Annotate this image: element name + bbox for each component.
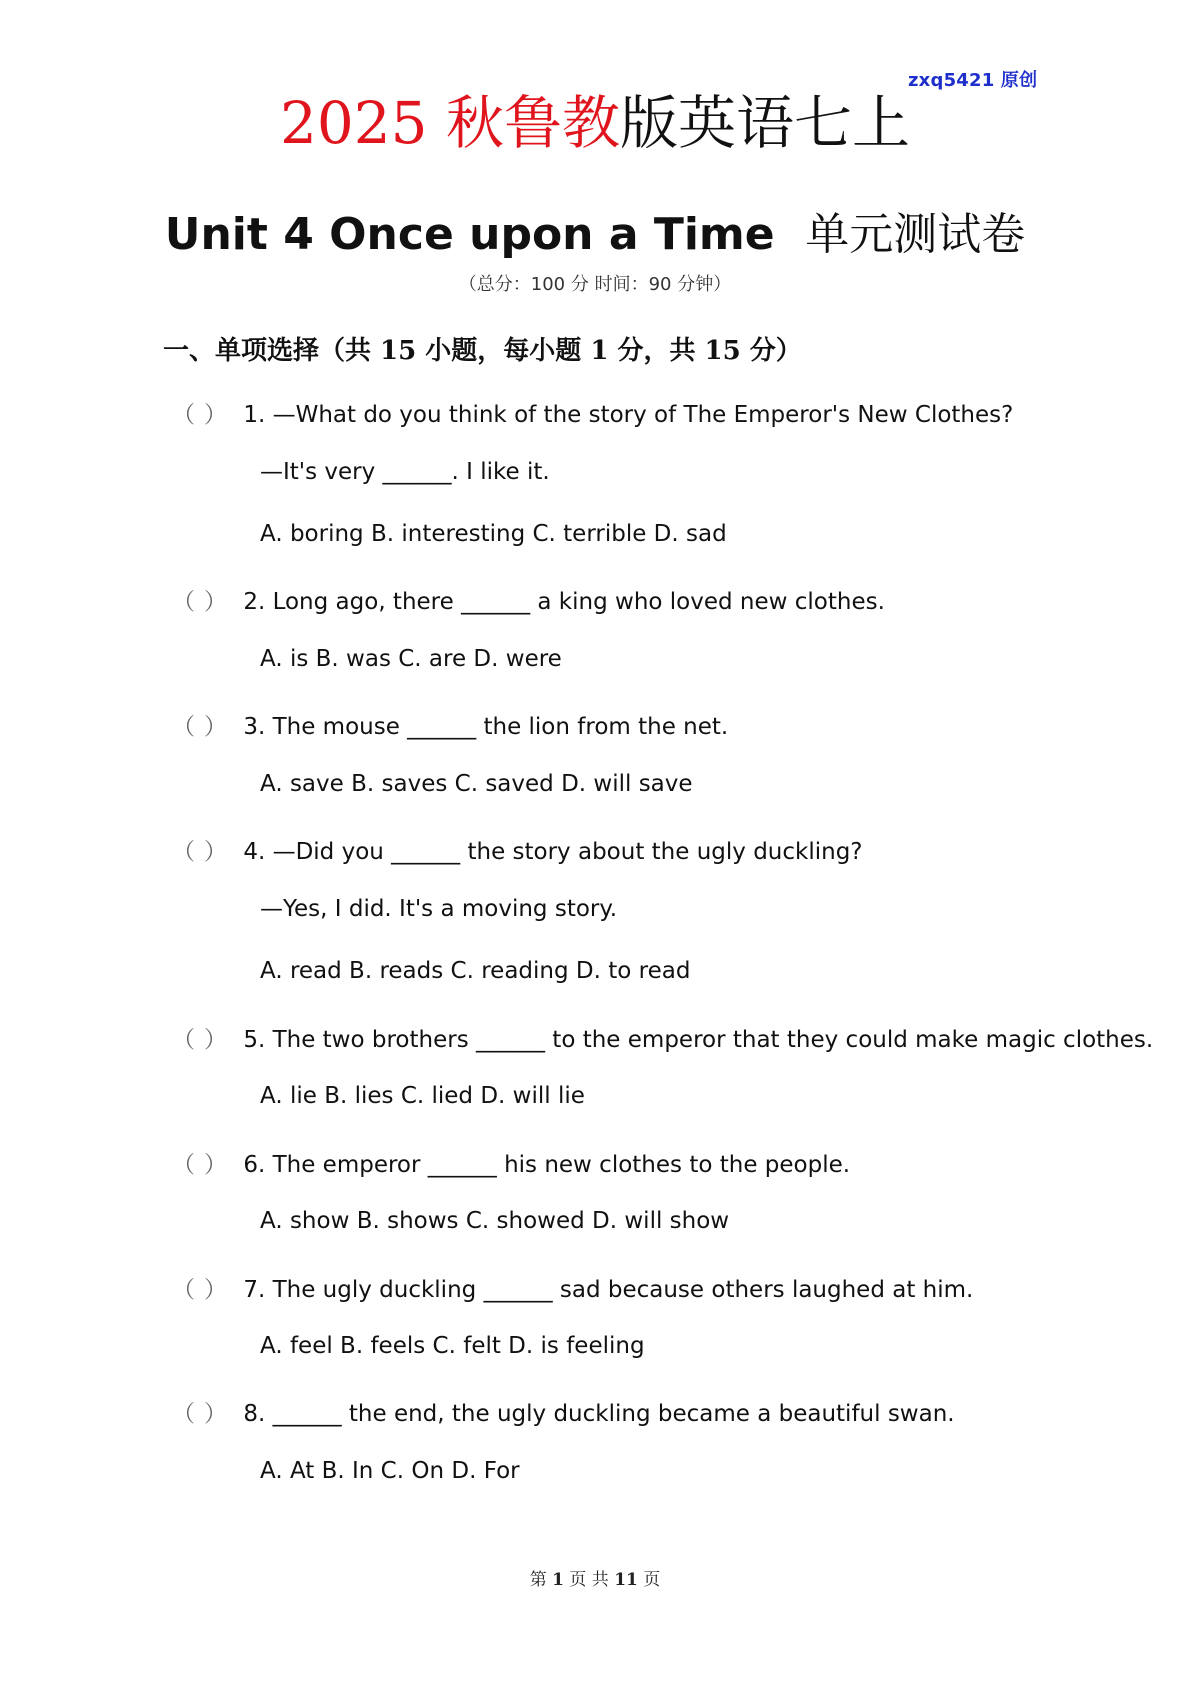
question-number: 3. — [243, 714, 266, 740]
question-stem: Long ago, there ______ a king who loved new clothes. — [272, 589, 885, 615]
question-4 — [172, 833, 863, 866]
answer-blank: （） — [172, 402, 236, 428]
question-stem: The ugly duckling ______ sad because others laughed at him. — [272, 1277, 974, 1303]
footer-total-pages: 11 — [614, 1570, 638, 1590]
answer-blank: （） — [172, 1152, 236, 1178]
footer-middle: 页 共 — [569, 1570, 609, 1590]
question-stem: The emperor ______ his new clothes to the people. — [272, 1152, 851, 1178]
question-5 — [172, 1021, 1153, 1054]
question-2 — [172, 583, 885, 616]
main-title-red: 2025 秋鲁教 — [279, 89, 621, 157]
answer-blank: （） — [172, 1401, 236, 1427]
unit-title-cn: 单元测试卷 — [805, 209, 1026, 260]
footer-suffix: 页 — [643, 1570, 661, 1590]
unit-title-en: Unit 4 Once upon a Time — [164, 209, 775, 260]
watermark-label: zxq5421 原创 — [908, 70, 1038, 91]
question-stem: —Did you ______ the story about the ugly duckling? — [272, 839, 863, 865]
question-4-reply: —Yes, I did. It's a moving story. — [260, 896, 618, 922]
question-8-options: A. At B. In C. On D. For — [260, 1458, 520, 1484]
answer-blank: （） — [172, 714, 236, 740]
question-6-options: A. show B. shows C. showed D. will show — [260, 1208, 730, 1234]
question-number: 8. — [243, 1401, 266, 1427]
section-title: 一、单项选择（共 15 小题，每小题 1 分，共 15 分） — [163, 336, 802, 366]
question-3-options: A. save B. saves C. saved D. will save — [260, 771, 693, 797]
question-5-options: A. lie B. lies C. lied D. will lie — [260, 1083, 585, 1109]
footer-prefix: 第 — [529, 1570, 547, 1590]
answer-blank: （） — [172, 589, 236, 615]
question-stem: The mouse ______ the lion from the net. — [272, 714, 729, 740]
question-stem: —What do you think of the story of The Emperor's New Clothes? — [272, 402, 1014, 428]
question-1-options: A. boring B. interesting C. terrible D. sad — [260, 521, 727, 547]
answer-blank: （） — [172, 1277, 236, 1303]
main-title — [0, 82, 1190, 164]
main-title-black: 版英语七上 — [620, 89, 911, 157]
question-1-reply: —It's very ______. I like it. — [260, 459, 550, 485]
question-number: 7. — [243, 1277, 266, 1303]
question-number: 2. — [243, 589, 266, 615]
question-number: 4. — [243, 839, 266, 865]
question-number: 5. — [243, 1027, 266, 1053]
question-6 — [172, 1146, 850, 1179]
question-1 — [172, 396, 1013, 429]
score-time-line: （总分：100 分 时间：90 分钟） — [458, 274, 732, 295]
unit-title — [0, 205, 1190, 265]
answer-blank: （） — [172, 1027, 236, 1053]
question-4-options: A. read B. reads C. reading D. to read — [260, 958, 691, 984]
question-3 — [172, 708, 728, 741]
question-number: 1. — [243, 402, 266, 428]
question-number: 6. — [243, 1152, 266, 1178]
question-8 — [172, 1395, 955, 1428]
question-7 — [172, 1271, 973, 1304]
question-stem: ______ the end, the ugly duckling became a beautiful swan. — [272, 1401, 955, 1427]
question-2-options: A. is B. was C. are D. were — [260, 646, 562, 672]
footer-page-number: 1 — [552, 1570, 564, 1590]
answer-blank: （） — [172, 839, 236, 865]
question-7-options: A. feel B. feels C. felt D. is feeling — [260, 1333, 645, 1359]
page-footer — [0, 1565, 1190, 1590]
question-stem: The two brothers ______ to the emperor that they could make magic clothes. — [272, 1027, 1154, 1053]
